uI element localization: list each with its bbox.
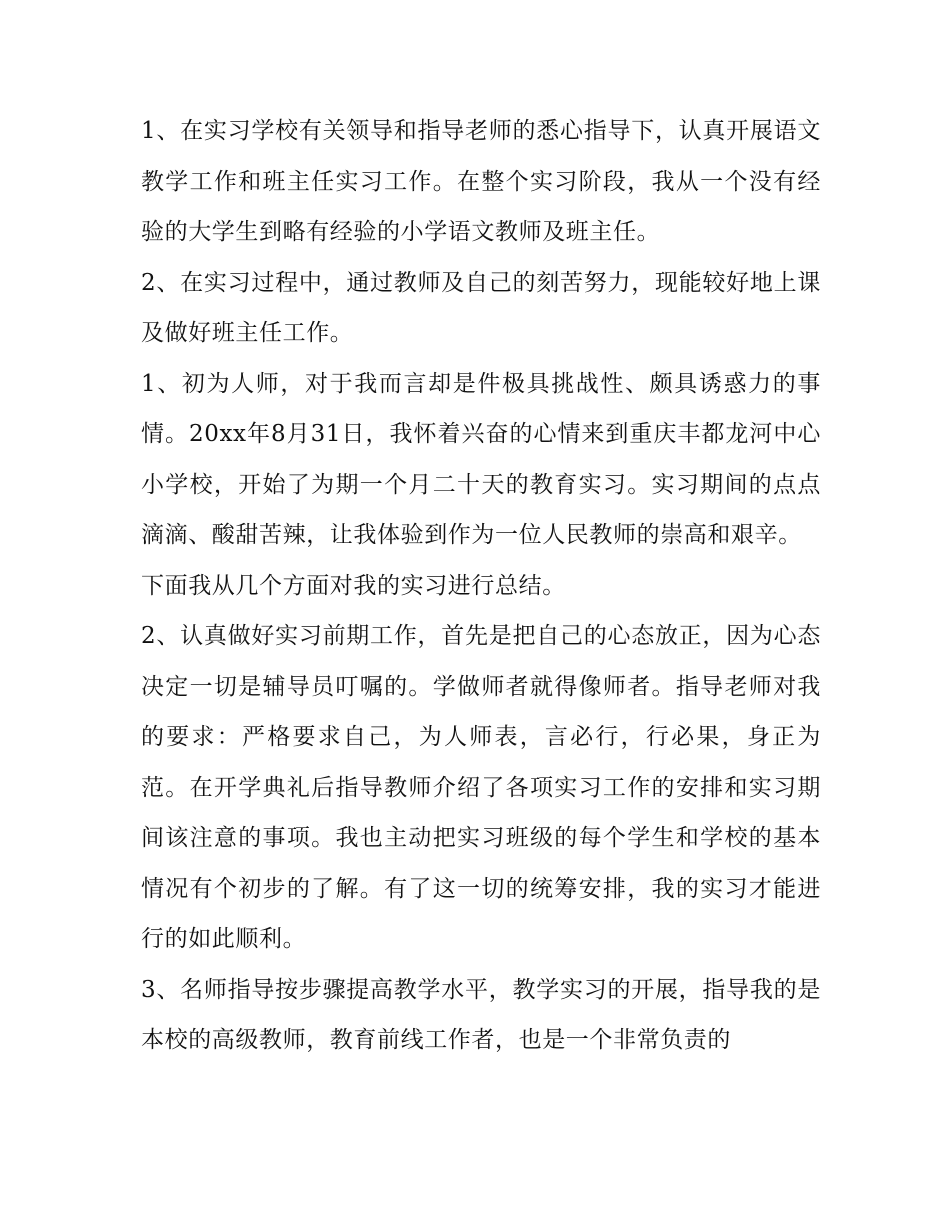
paragraph-5: 2、认真做好实习前期工作，首先是把自己的心态放正，因为心态决定一切是辅导员叮嘱的。学做师者就得像师者。指导老师对我的要求：严格要求自己，为人师表，言必行，行必果，身正为范。在开学典礼后指导教师介绍了各项实习工作的安排和实习期间该注意的事项。我也主动把实习班级的每个学生和学校的基本情况有个初步的了解。有了这一切的统筹安排，我的实习才能进行的如此顺利。: [141, 623, 821, 952]
paragraph-2: 2、在实习过程中，通过教师及自己的刻苦努力，现能较好地上课及做好班主任工作。: [141, 269, 821, 346]
paragraph-4: 下面我从几个方面对我的实习进行总结。: [141, 572, 566, 599]
paragraph-6: 3、名师指导按步骤提高教学水平，教学实习的开展，指导我的是本校的高级教师，教育前线工作者，也是一个非常负责的: [141, 976, 821, 1053]
paragraph-1: 1、在实习学校有关领导和指导老师的悉心指导下，认真开展语文教学工作和班主任实习工作。在整个实习阶段，我从一个没有经验的大学生到略有经验的小学语文教师及班主任。: [141, 118, 821, 245]
paragraph-3: 1、初为人师，对于我而言却是件极具挑战性、颇具诱惑力的事情。20xx年8月31日，我怀着兴奋的心情来到重庆丰都龙河中心小学校，开始了为期一个月二十天的教育实习。实习期间的点点滴滴、酸甜苦辣，让我体验到作为一位人民教师的崇高和艰辛。: [141, 370, 821, 548]
document-body: [141, 106, 821, 1066]
